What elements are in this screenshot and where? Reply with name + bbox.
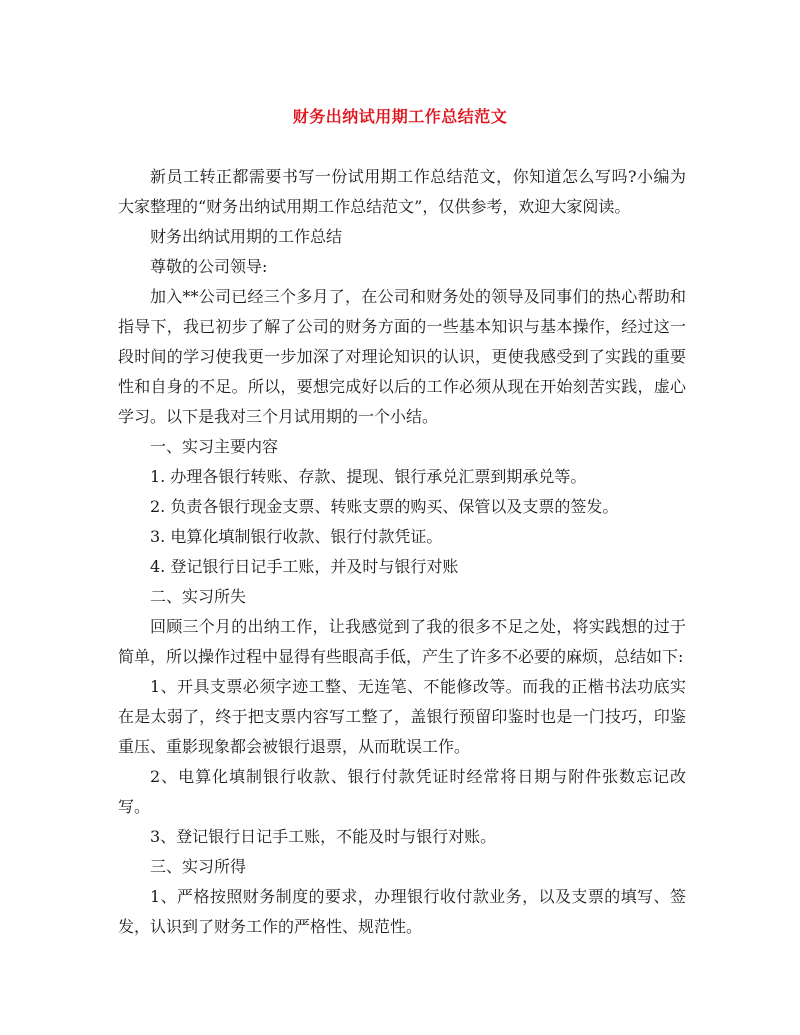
section-heading: 二、实习所失 [150,587,247,606]
section-heading: 三、实习所得 [150,857,247,876]
list-item: 3、登记银行日记手工账，不能及时与银行对账。 [150,827,497,846]
document-body [118,162,686,942]
list-item: 2. 负责各银行现金支票、转账支票的购买、保管以及支票的签发。 [150,497,619,516]
body-paragraph: 加入**公司已经三个多月了，在公司和财务处的领导及同事们的热心帮助和指导下，我已初步了解了公司的财务方面的一些基本知识与基本操作，经过这一段时间的学习使我更一步加深了对理论知识的认识，更使我感受到了实践的重要性和自身的不足。所以，要想完成好以后的工作必须从现在开始刻苦实践，虚心学习。以下是我对三个月试用期的一个小结。 [118,287,686,426]
subtitle-paragraph: 财务出纳试用期的工作总结 [150,227,343,246]
list-item: 1、开具支票必须字迹工整、无连笔、不能修改等。而我的正楷书法功底实在是太弱了，终于把支票内容写工整了，盖银行预留印鉴时也是一门技巧，印鉴重压、重影现象都会被银行退票，从而耽误工作。 [118,677,686,756]
list-item: 2、电算化填制银行收款、银行付款凭证时经常将日期与附件张数忘记改写。 [118,767,686,816]
salutation-paragraph: 尊敬的公司领导: [150,257,268,276]
body-paragraph: 回顾三个月的出纳工作，让我感觉到了我的很多不足之处，将实践想的过于简单，所以操作过程中显得有些眼高手低，产生了许多不必要的麻烦，总结如下: [118,617,686,666]
list-item: 1、严格按照财务制度的要求，办理银行收付款业务，以及支票的填写、签发，认识到了财务工作的严格性、规范性。 [118,887,686,936]
document-title: 财务出纳试用期工作总结范文 [292,107,508,126]
section-heading: 一、实习主要内容 [150,437,279,456]
list-item: 3. 电算化填制银行收款、银行付款凭证。 [150,527,443,546]
intro-paragraph: 新员工转正都需要书写一份试用期工作总结范文，你知道怎么写吗?小编为大家整理的“财务出纳试用期工作总结范文”，仅供参考，欢迎大家阅读。 [118,167,686,216]
list-item: 4. 登记银行日记手工账，并及时与银行对账 [150,557,459,576]
list-item: 1. 办理各银行转账、存款、提现、银行承兑汇票到期承兑等。 [150,467,587,486]
